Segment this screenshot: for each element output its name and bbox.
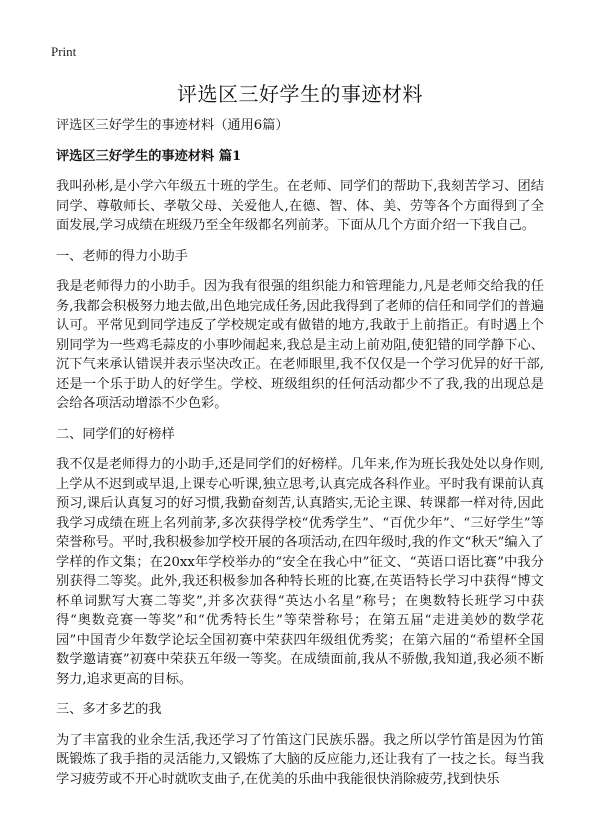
section-heading-1: 一、老师的得力小助手 [56,248,188,264]
paragraph-1: 我是老师得力的小助手。因为我有很强的组织能力和管理能力,凡是老师交给我的任务,我都会积极努力地去做,出色地完成任务,因此我得到了老师的信任和同学们的普遍认可。平常见到同学违反了学校规定或有做错的地方,我敢于上前指正。有时遇上个别同学为一些鸡毛蒜皮的小事吵闹起来,我总是主动上前劝阻,使犯错的同学静下心、沉下气来承认错误并表示坚决改正。在老师眼里,我不仅仅是一个学习优异的好干部,还是一个乐于助人的好学生。学校、班级组织的任何活动都少不了我,我的出现总是会给各项活动增添不少色彩。 [56,279,544,411]
intro-paragraph: 我叫孙彬,是小学六年级五十班的学生。在老师、同学们的帮助下,我刻苦学习、团结同学、尊敬师长、孝敬父母、关爱他人,在德、智、体、美、劳等各个方面得到了全面发展,学习成绩在班级乃至全年级都名列前茅。下面从几个方面介绍一下我自己。 [56,179,544,233]
paragraph-3: 为了丰富我的业余生活,我还学习了竹笛这门民族乐器。我之所以学竹笛是因为竹笛既锻炼了我手指的灵活能力,又锻炼了大脑的反应能力,还让我有了一技之长。每当我学习疲劳或不开心时就吹支曲子,在优美的乐曲中我能很快消除疲劳,找到快乐 [56,732,544,787]
page-title: 评选区三好学生的事迹材料 [177,82,423,106]
section-heading-3: 三、多才多艺的我 [56,702,162,717]
print-link[interactable]: Print [51,44,77,59]
article-body [56,116,544,800]
article-subtitle: 评选区三好学生的事迹材料（通用6篇） [56,118,289,133]
section-heading-2: 二、同学们的好榜样 [56,426,175,442]
paragraph-2: 我不仅是老师得力的小助手,还是同学们的好榜样。几年来,作为班长我处处以身作则,上学从不迟到或早退,上课专心听课,独立思考,认真完成各科作业。平时我有课前认真预习,课后认真复习的好习惯,我勤奋刻苦,认真踏实,无论主课、转课都一样对待,因此我学习成绩在班上名列前茅,多次获得学校“优秀学生”、“百优少年”、“三好学生”等荣誉称号。平时,我积极参加学校开展的各项活动,在四年级时,我的作文“秋天”编入了学样的作文集；在20xx年学校举办的“安全在我心中”征文、“英语口语比赛”中我分别获得二等奖。此外,我还积极参加各种特长班的比赛,在英语特长学习中获得“博文杯单词默写大赛二等奖”,并多次获得“英达小名星”称号；在奥数特长班学习中获得“奥数竞赛一等奖”和“优秀特长生”等荣誉称号；在第五届“走进美妙的数学花园”中国青少年数学论坛全国初赛中荣获四年级组优秀奖；在第六届的“希望杯全国数学邀请赛”初赛中荣获五年级一等奖。在成绩面前,我从不骄傲,我知道,我必须不断努力,追求更高的目标。 [56,457,544,687]
article-heading: 评选区三好学生的事迹材料 篇1 [56,148,242,164]
